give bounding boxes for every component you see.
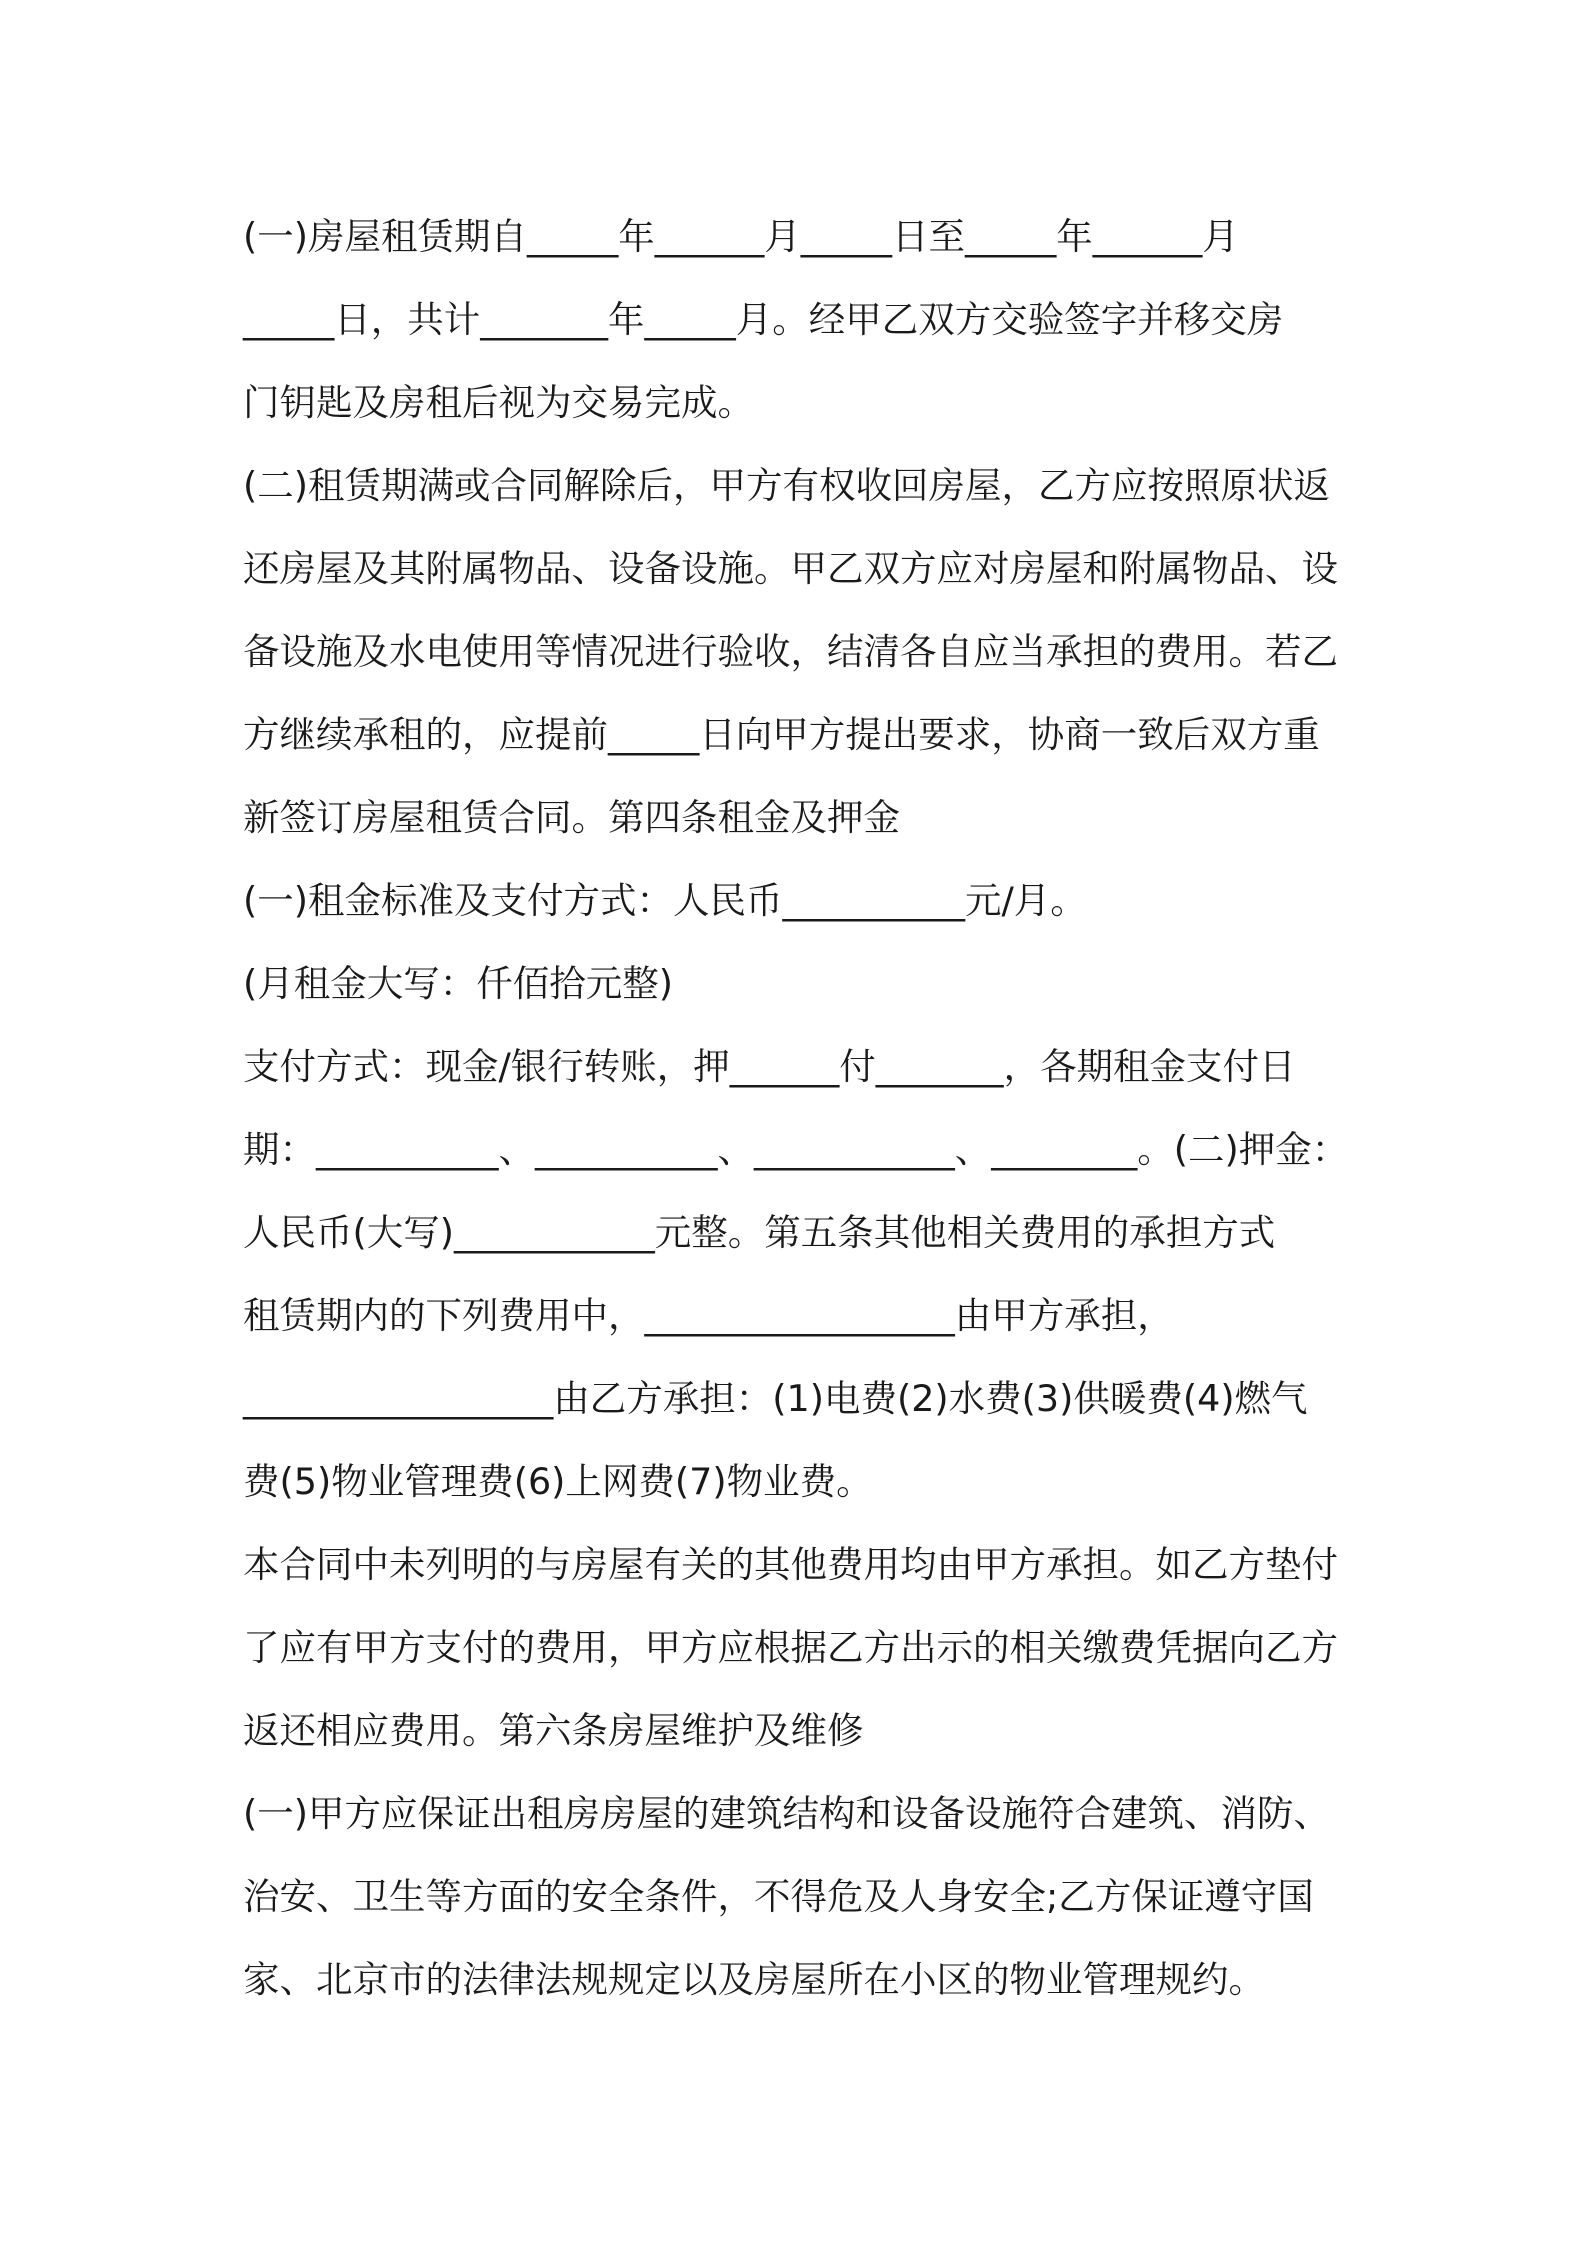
text-line: (一)租金标准及支付方式：人民币__________元/月。 <box>243 879 1087 922</box>
text-line: 治安、卫生等方面的安全条件，不得危及人身安全;乙方保证遵守国 <box>243 1875 1314 1918</box>
text-line: 备设施及水电使用等情况进行验收，结清各自应当承担的费用。若乙 <box>243 630 1338 673</box>
text-line: (二)租赁期满或合同解除后，甲方有权收回房屋，乙方应按照原状返 <box>243 464 1330 507</box>
text-line: 期：__________、__________、___________、________。(二)押金： <box>243 1128 1349 1171</box>
text-line: 返还相应费用。第六条房屋维护及维修 <box>243 1709 864 1752</box>
text-line: 费(5)物业管理费(6)上网费(7)物业费。 <box>243 1460 873 1503</box>
text-line: (一)甲方应保证出租房房屋的建筑结构和设备设施符合建筑、消防、 <box>243 1792 1330 1835</box>
text-line: 新签订房屋租赁合同。第四条租金及押金 <box>243 796 900 839</box>
text-line: 本合同中未列明的与房屋有关的其他费用均由甲方承担。如乙方垫付 <box>243 1543 1338 1586</box>
text-line: 还房屋及其附属物品、设备设施。甲乙双方应对房屋和附属物品、设 <box>243 547 1338 590</box>
text-line: 人民币(大写)___________元整。第五条其他相关费用的承担方式 <box>243 1211 1276 1254</box>
text-line: 方继续承租的，应提前_____日向甲方提出要求，协商一致后双方重 <box>243 713 1320 756</box>
text-line: (一)房屋租赁期自_____年______月_____日至_____年______月 <box>243 215 1239 258</box>
text-line: 支付方式：现金/银行转账，押______付_______，各期租金支付日 <box>243 1045 1296 1088</box>
text-line: (月租金大写：仟佰拾元整) <box>243 962 673 1005</box>
contract-text-body <box>243 195 1363 2021</box>
text-line: 了应有甲方支付的费用，甲方应根据乙方出示的相关缴费凭据向乙方 <box>243 1626 1338 1669</box>
text-line: 家、北京市的法律法规规定以及房屋所在小区的物业管理规约。 <box>243 1958 1265 2001</box>
text-line: 租赁期内的下列费用中，_________________由甲方承担， <box>243 1294 1174 1337</box>
text-line: 门钥匙及房租后视为交易完成。 <box>243 381 754 424</box>
text-line: _____日，共计_______年_____月。经甲乙双方交验签字并移交房 <box>243 298 1284 341</box>
text-line: _________________由乙方承担：(1)电费(2)水费(3)供暖费(4)燃气 <box>243 1377 1308 1420</box>
